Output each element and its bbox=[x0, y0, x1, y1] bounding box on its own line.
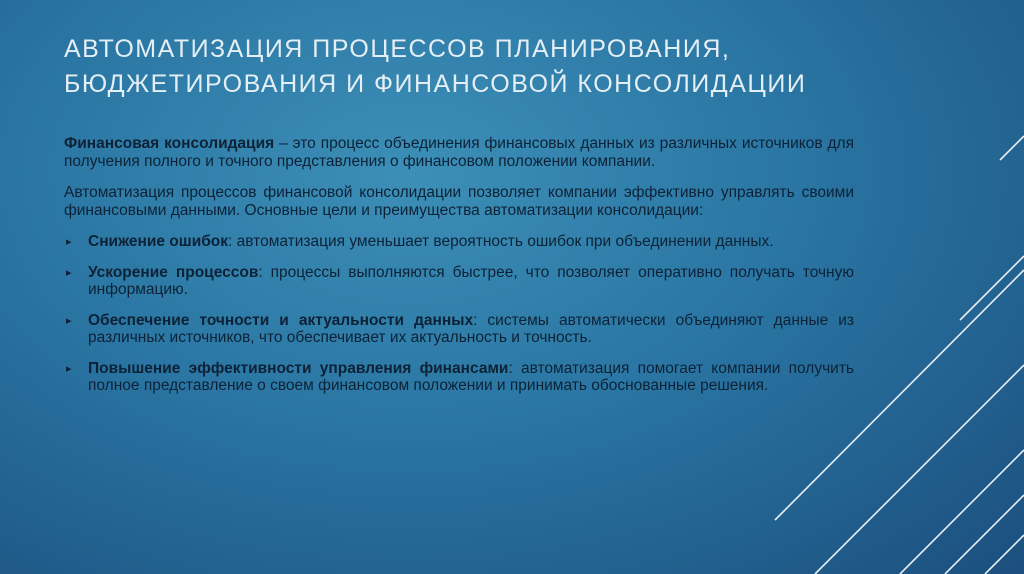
slide-title bbox=[64, 32, 944, 102]
list-item bbox=[64, 264, 854, 299]
slide-body bbox=[64, 135, 854, 408]
deco-line bbox=[985, 535, 1024, 574]
list-item bbox=[64, 312, 854, 347]
second-paragraph: Автоматизация процессов финансовой консолидации позволяет компании эффективно управлять своими финансовыми данными. Основные цели и преимущества автоматизации консолидации: bbox=[64, 184, 854, 219]
title-line-2: БЮДЖЕТИРОВАНИЯ И ФИНАНСОВОЙ КОНСОЛИДАЦИИ bbox=[64, 70, 807, 98]
list-item bbox=[64, 233, 854, 251]
list-item-term: Повышение эффективности управления финансами bbox=[88, 359, 509, 377]
list-item-term: Обеспечение точности и актуальности данных bbox=[88, 311, 474, 329]
list-item bbox=[64, 360, 854, 395]
bullet-arrow-icon: ▸ bbox=[66, 362, 72, 375]
list-item-text: : автоматизация помогает компании получить полное представление о своем финансовом положении и принимать обоснованные решения. bbox=[88, 359, 854, 394]
bullet-arrow-icon: ▸ bbox=[66, 314, 72, 327]
intro-term: Финансовая консолидация bbox=[64, 135, 275, 152]
list-item-text: : процессы выполняются быстрее, что позволяет оперативно получать точную информацию. bbox=[88, 263, 854, 298]
deco-line bbox=[900, 450, 1024, 574]
bullet-arrow-icon: ▸ bbox=[66, 236, 72, 248]
benefits-list bbox=[64, 233, 854, 395]
deco-line bbox=[945, 495, 1024, 574]
intro-definition: – это процесс объединения финансовых данных из различных источников для получения полного и точного представления о финансовом положении компании. bbox=[64, 135, 854, 170]
deco-line bbox=[960, 256, 1024, 320]
title-line-1: АВТОМАТИЗАЦИЯ ПРОЦЕССОВ ПЛАНИРОВАНИЯ, bbox=[64, 35, 731, 63]
list-item-term: Ускорение процессов bbox=[88, 263, 259, 281]
deco-line bbox=[1000, 136, 1024, 160]
intro-paragraph bbox=[64, 135, 854, 170]
list-item-text: : автоматизация уменьшает вероятность ошибок при объединении данных. bbox=[228, 233, 774, 250]
bullet-arrow-icon: ▸ bbox=[66, 266, 72, 279]
list-item-term: Снижение ошибок bbox=[88, 233, 229, 250]
list-item-text: : системы автоматически объединяют данные из различных источников, что обеспечивает их актуальность и точность. bbox=[88, 311, 855, 346]
